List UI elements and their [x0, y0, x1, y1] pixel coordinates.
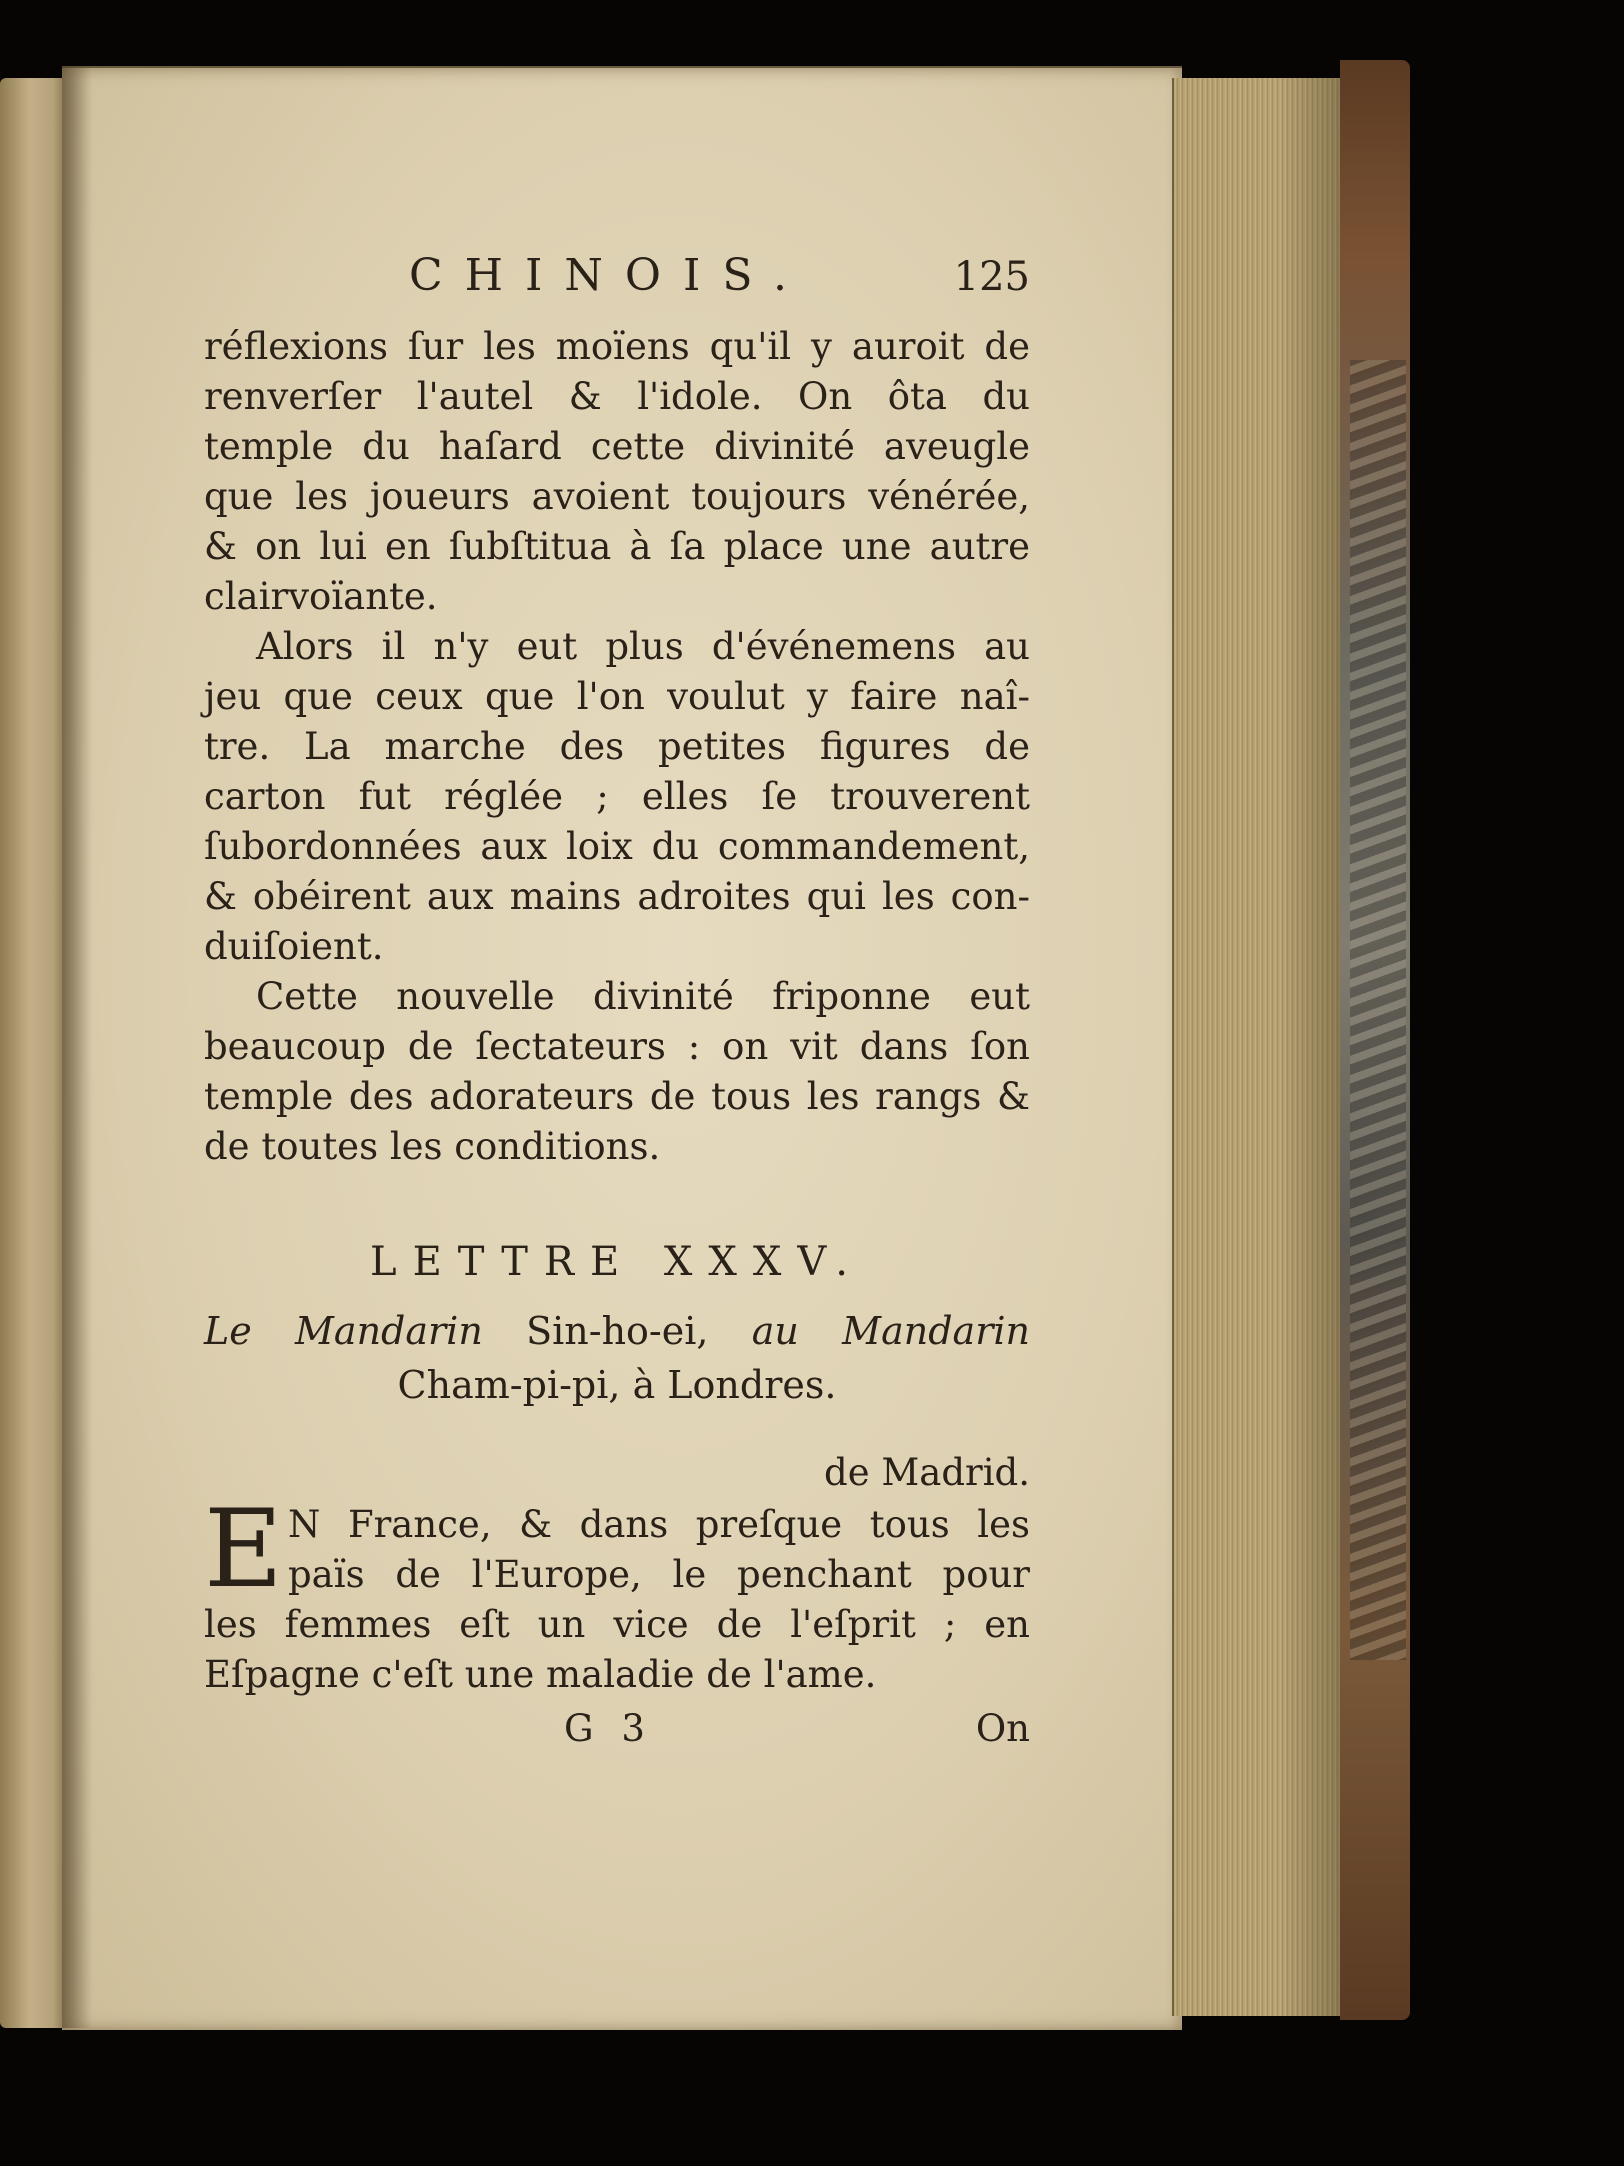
text-line: jeu que ceux que l'on voulut y faire naî-: [204, 675, 1030, 718]
text-line: temple des adorateurs de tous les rangs &: [204, 1075, 1030, 1118]
text-line: renverſer l'autel & l'idole. On ôta du: [204, 375, 1030, 418]
text-line: & on lui en ſubſtitua à ſa place une autre: [204, 525, 1030, 568]
gutter-shadow: [62, 66, 92, 2028]
text-line: duiſoient.: [204, 925, 384, 968]
text-line: clairvoïante.: [204, 575, 438, 618]
letter-first-paragraph: [204, 1487, 1030, 1700]
letter-heading: LETTRE XXXV.: [370, 1239, 864, 1285]
text-line: réflexions ſur les moïens qu'il y auroit de: [204, 325, 1030, 368]
running-head-title: CHINOIS.: [409, 250, 809, 301]
paragraph-3: [204, 972, 1030, 1172]
text-line: beaucoup de ſectateurs : on vit dans ſon: [204, 1025, 1030, 1068]
text-line: temple du haſard cette divinité aveugle: [204, 425, 1030, 468]
text-line: Eſpagne c'eſt une maladie de l'ame.: [204, 1653, 877, 1696]
running-head: [204, 250, 1030, 322]
text-line: N France, & dans preſque tous les: [288, 1503, 1030, 1546]
paragraph-1: [204, 322, 1030, 622]
paragraph-2: [204, 622, 1030, 972]
letter-address-line-2: Cham-pi-pi, à Londres.: [397, 1363, 837, 1407]
text-line: de toutes les conditions.: [204, 1125, 661, 1168]
signature-mark: G 3: [564, 1707, 653, 1750]
address-word: au: [751, 1309, 799, 1353]
text-line: tre. La marche des petites figures de: [204, 725, 1030, 768]
text-block: [204, 250, 1030, 1754]
text-line: païs de l'Europe, le penchant pour: [288, 1553, 1030, 1596]
letter-address-line-1: [204, 1304, 1030, 1358]
page-number: 125: [953, 254, 1030, 300]
catchword: On: [975, 1707, 1030, 1750]
previous-page-edge: [0, 78, 66, 2028]
text-line: ſubordonnées aux loix du commandement,: [204, 825, 1030, 868]
fore-edge-shade: [1172, 78, 1348, 2016]
text-line: Cette nouvelle divinité friponne eut: [256, 975, 1030, 1018]
address-word: Sin-ho-ei,: [526, 1309, 709, 1353]
text-line: carton fut réglée ; elles ſe trouverent: [204, 775, 1030, 818]
address-word: Mandarin: [295, 1309, 483, 1353]
address-word: Le: [204, 1309, 252, 1353]
page-footer: [204, 1704, 1030, 1754]
letter-dateline: de Madrid.: [824, 1451, 1030, 1494]
marbled-board: [1350, 360, 1406, 1660]
drop-cap-letter: E: [204, 1487, 283, 1612]
address-word: Mandarin: [842, 1309, 1030, 1353]
text-line: & obéirent aux mains adroites qui les con-: [204, 875, 1030, 918]
text-line: que les joueurs avoient toujours vénérée,: [204, 475, 1030, 518]
text-line: les femmes eſt un vice de l'eſprit ; en: [204, 1603, 1030, 1646]
text-line: Alors il n'y eut plus d'événemens au: [256, 625, 1030, 668]
